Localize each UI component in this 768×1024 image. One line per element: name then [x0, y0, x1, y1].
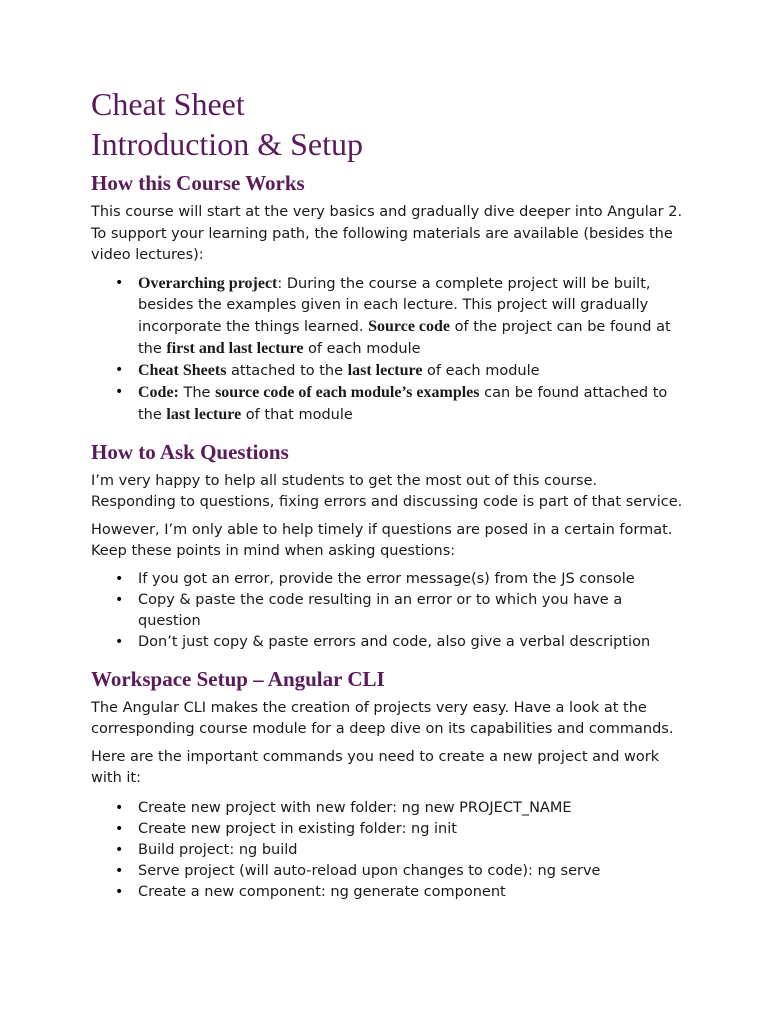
bold-term: Overarching project [138, 274, 278, 292]
document-page [91, 84, 683, 903]
item-text: The [178, 384, 216, 401]
bold-term: last lecture [166, 405, 242, 423]
title-line-1: Cheat Sheet [91, 86, 245, 122]
bullet-icon: • [115, 591, 124, 608]
list-item [91, 273, 683, 360]
item-text: Create a new component: ng generate component [138, 883, 506, 900]
questions-list [91, 569, 683, 653]
list-item [91, 382, 683, 426]
list-item [91, 819, 683, 840]
bullet-icon: • [115, 274, 124, 291]
section-heading-questions: How to Ask Questions [91, 439, 289, 464]
bold-term: Cheat Sheets [138, 361, 227, 379]
item-text: of that module [241, 406, 353, 423]
bullet-icon: • [115, 862, 124, 879]
bullet-icon: • [115, 361, 124, 378]
bold-term: Source code [368, 317, 451, 335]
item-text: Don’t just copy & paste errors and code, also give a verbal description [138, 633, 651, 650]
list-item [91, 798, 683, 819]
title-line-2: Introduction & Setup [91, 126, 363, 162]
section-heading-workspace: Workspace Setup – Angular CLI [91, 666, 385, 691]
bullet-icon: • [115, 820, 124, 837]
bullet-icon: • [115, 570, 124, 587]
bullet-icon: • [115, 841, 124, 858]
item-text: : During the course a complete project will be built, besides the examples given in each lecture. This project will gradually incorporate the things learned. [138, 275, 651, 335]
bullet-icon: • [115, 633, 124, 650]
item-text: can be found attached to the [138, 384, 668, 423]
course-intro: This course will start at the very basics and gradually dive deeper into Angular 2. To support your learning path, the following materials are available (besides the video lectures): [91, 204, 683, 263]
item-text: Build project: ng build [138, 841, 298, 858]
bold-term: first and last lecture [166, 339, 304, 357]
list-item [91, 569, 683, 590]
commands-list [91, 798, 683, 903]
workspace-paragraph-2: Here are the important commands you need to create a new project and work with it: [91, 748, 660, 786]
page-title [91, 84, 683, 164]
bullet-icon: • [115, 383, 124, 400]
questions-paragraph-2: However, I’m only able to help timely if questions are posed in a certain format. Keep these points in mind when asking questions: [91, 521, 673, 559]
item-text: of each module [303, 340, 421, 357]
item-text: Serve project (will auto-reload upon changes to code): ng serve [138, 862, 601, 879]
item-text: of the project can be found at the [138, 318, 671, 357]
materials-list [91, 273, 683, 426]
list-item [91, 632, 683, 653]
bullet-icon: • [115, 799, 124, 816]
list-item [91, 882, 683, 903]
bold-term: Code: [138, 383, 179, 401]
item-text: of each module [422, 362, 540, 379]
section-heading-course: How this Course Works [91, 171, 305, 195]
bullet-icon: • [115, 883, 124, 900]
item-text: attached to the [226, 362, 348, 379]
bold-term: source code of each module’s examples [215, 383, 480, 401]
questions-paragraph-1: I’m very happy to help all students to get the most out of this course. Responding to questions, fixing errors and discussing code is part of that service. [91, 472, 683, 510]
list-item [91, 861, 683, 882]
bold-term: last lecture [347, 361, 423, 379]
list-item [91, 840, 683, 861]
item-text: Create new project in existing folder: ng init [138, 820, 457, 837]
item-text: Create new project with new folder: ng new PROJECT_NAME [138, 799, 572, 816]
list-item [91, 360, 683, 382]
list-item [91, 590, 683, 632]
item-text: Copy & paste the code resulting in an error or to which you have a question [138, 591, 623, 629]
item-text: If you got an error, provide the error message(s) from the JS console [138, 570, 635, 587]
workspace-paragraph-1: The Angular CLI makes the creation of projects very easy. Have a look at the corresponding course module for a deep dive on its capabilities and commands. [91, 699, 674, 737]
